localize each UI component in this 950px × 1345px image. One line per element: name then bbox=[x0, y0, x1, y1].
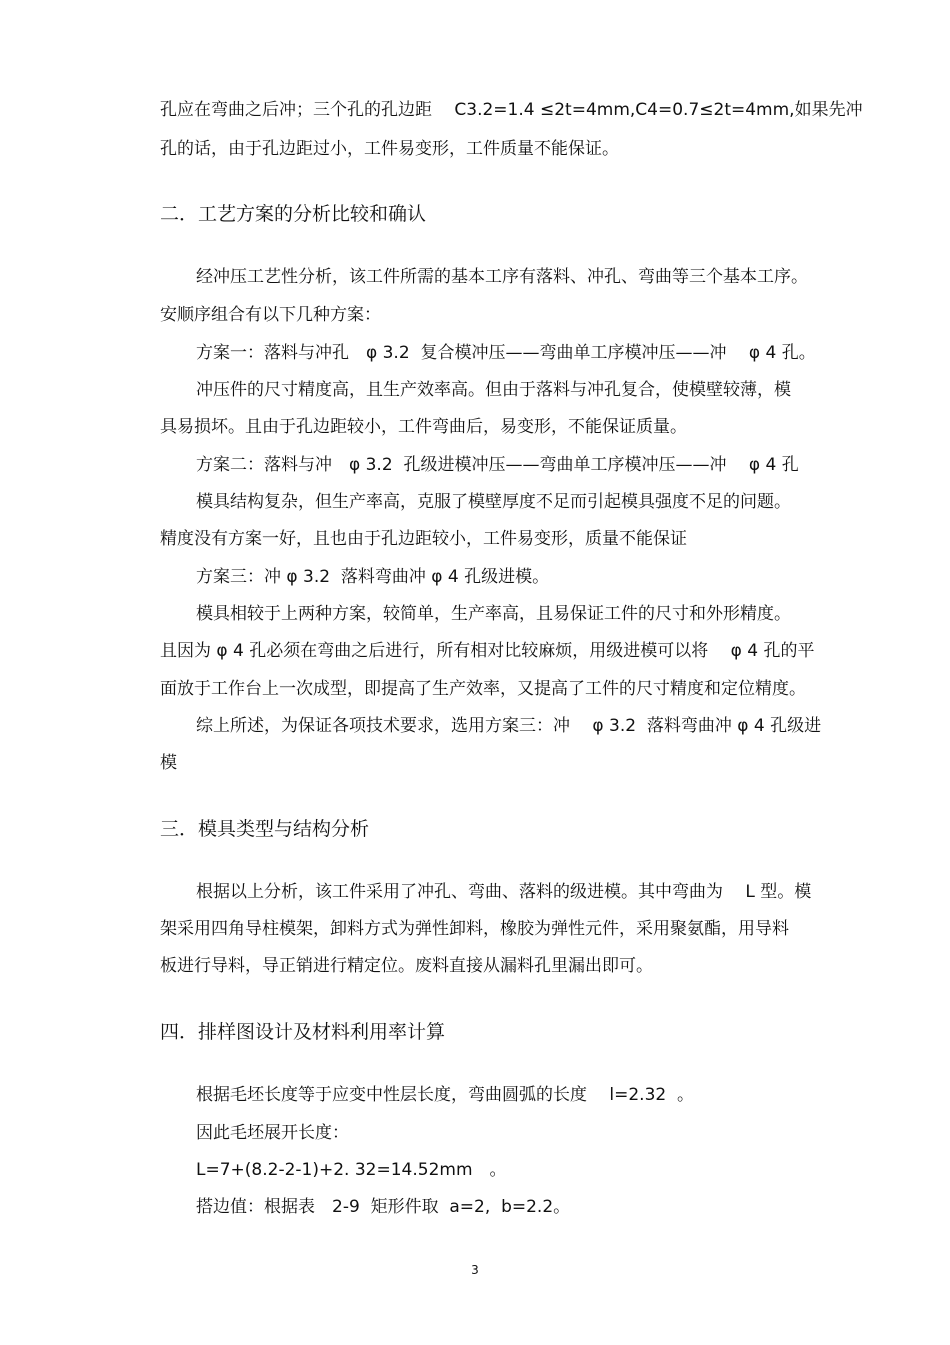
paragraph-line: 模具结构复杂，但生产率高，克服了模壁厚度不足而引起模具强度不足的问题。 bbox=[196, 492, 791, 512]
paragraph-line: 模 bbox=[160, 753, 177, 773]
section-heading-2: 二．工艺方案的分析比较和确认 bbox=[160, 203, 427, 225]
paragraph-line: 精度没有方案一好，且也由于孔边距较小，工件易变形，质量不能保证 bbox=[160, 529, 687, 549]
paragraph-line: 孔的话，由于孔边距过小，工件易变形，工件质量不能保证。 bbox=[160, 139, 619, 159]
paragraph-line: 架采用四角导柱模架，卸料方式为弹性卸料，橡胶为弹性元件，采用聚氨酯，用导料 bbox=[160, 919, 789, 939]
paragraph-line: 板进行导料，导正销进行精定位。废料直接从漏料孔里漏出即可。 bbox=[160, 956, 653, 976]
paragraph-line: 安顺序组合有以下几种方案： bbox=[160, 305, 381, 325]
section-heading-4: 四．排样图设计及材料利用率计算 bbox=[160, 1021, 446, 1043]
formula-line: L=7+(8.2-2-1)+2. 32=14.52mm 。 bbox=[196, 1160, 507, 1180]
paragraph-line: 面放于工作台上一次成型，即提高了生产效率，又提高了工件的尺寸精度和定位精度。 bbox=[160, 679, 806, 699]
page-number: 3 bbox=[471, 1263, 479, 1277]
paragraph-line: 因此毛坯展开长度： bbox=[196, 1123, 349, 1143]
paragraph-line: 方案三：冲 φ 3.2 落料弯曲冲 φ 4 孔级进模。 bbox=[196, 567, 550, 587]
paragraph-line: 模具相较于上两种方案，较简单，生产率高，且易保证工件的尺寸和外形精度。 bbox=[196, 604, 791, 624]
paragraph-line: 根据毛坯长度等于应变中性层长度，弯曲圆弧的长度 l=2.32 。 bbox=[196, 1085, 695, 1105]
paragraph-line: 且因为 φ 4 孔必须在弯曲之后进行，所有相对比较麻烦，用级进模可以将 φ 4 孔的平 bbox=[160, 641, 815, 661]
paragraph-line: 具易损坏。且由于孔边距较小，工件弯曲后，易变形，不能保证质量。 bbox=[160, 417, 687, 437]
paragraph-line: 方案一：落料与冲孔 φ 3.2 复合模冲压——弯曲单工序模冲压——冲 φ 4 孔。 bbox=[196, 343, 816, 363]
section-heading-3: 三．模具类型与结构分析 bbox=[160, 818, 370, 840]
paragraph-line: 搭边值：根据表 2-9 矩形件取 a=2, b=2.2。 bbox=[196, 1197, 571, 1217]
paragraph-line: 孔应在弯曲之后冲；三个孔的孔边距 C3.2=1.4 ≤2t=4mm,C4=0.7≤2t=4mm,如果先冲 bbox=[160, 100, 863, 120]
paragraph-line: 冲压件的尺寸精度高，且生产效率高。但由于落料与冲孔复合，使模壁较薄，模 bbox=[196, 380, 791, 400]
paragraph-line: 根据以上分析，该工件采用了冲孔、弯曲、落料的级进模。其中弯曲为 L 型。模 bbox=[196, 882, 812, 902]
paragraph-line: 综上所述，为保证各项技术要求，选用方案三：冲 φ 3.2 落料弯曲冲 φ 4 孔级进 bbox=[196, 716, 822, 736]
paragraph-line: 方案二：落料与冲 φ 3.2 孔级进模冲压——弯曲单工序模冲压——冲 φ 4 孔 bbox=[196, 455, 799, 475]
paragraph-line: 经冲压工艺性分析，该工件所需的基本工序有落料、冲孔、弯曲等三个基本工序。 bbox=[196, 267, 808, 287]
